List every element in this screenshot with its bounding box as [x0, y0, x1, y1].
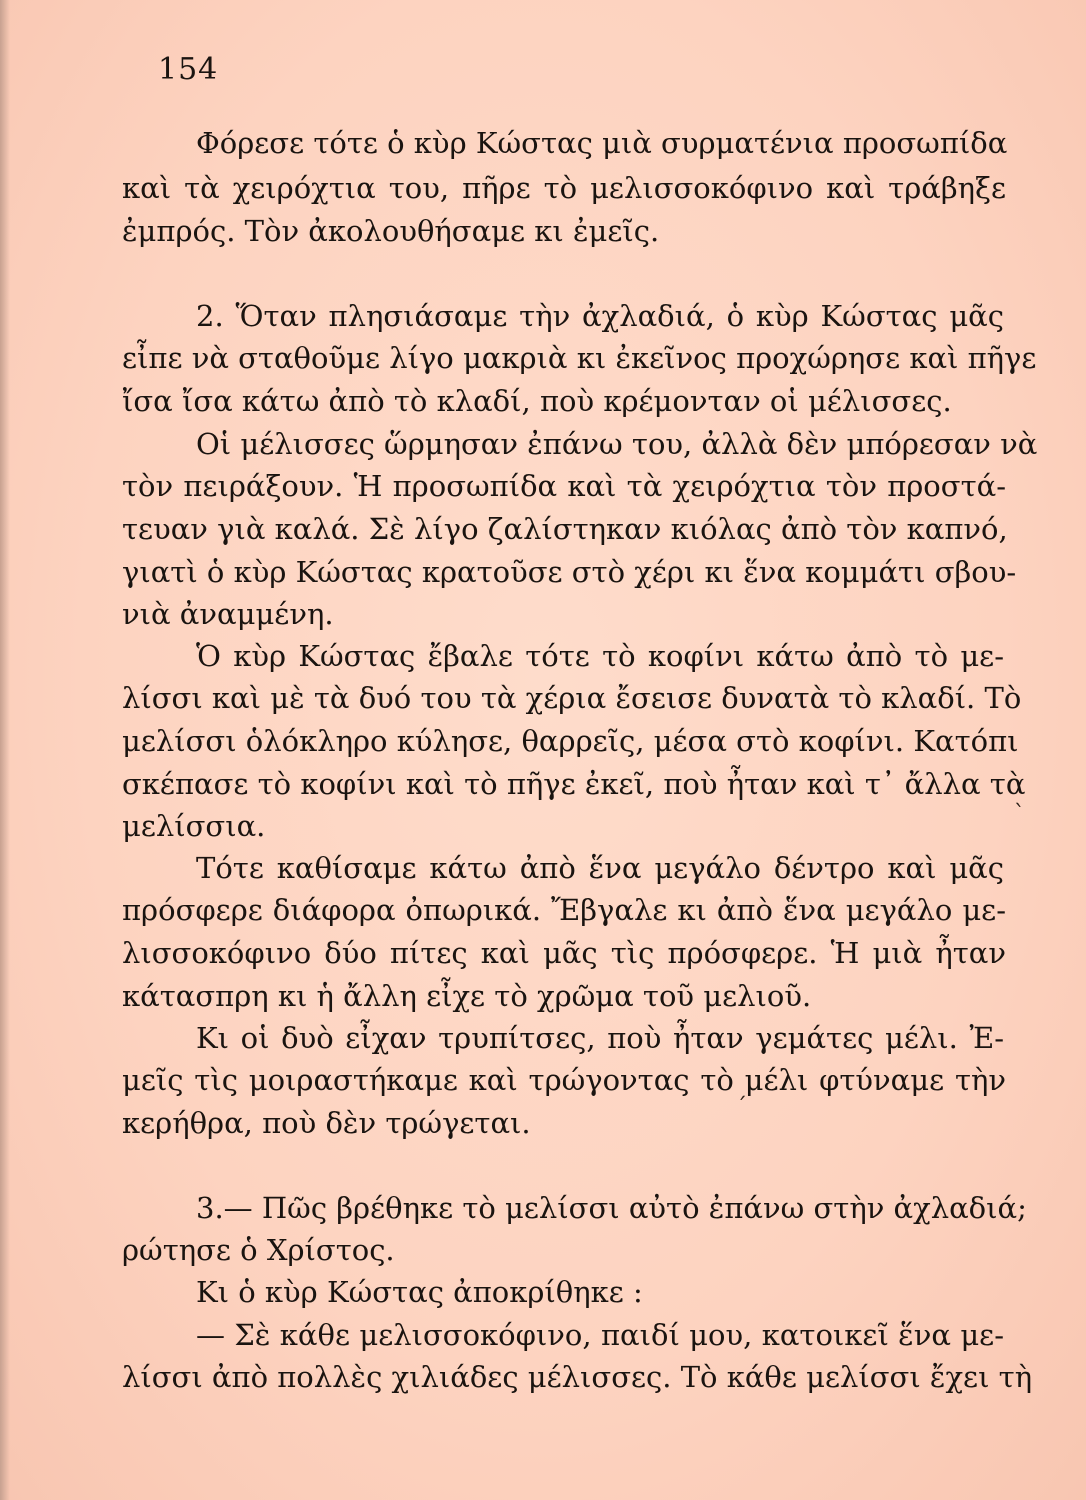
- text-line-17: Τότε καθίσαμε κάτω ἀπὸ ἕνα μεγάλο δέντρο καὶ μᾶς: [196, 851, 1004, 885]
- text-line-2: καὶ τὰ χειρόχτια του, πῆρε τὸ μελισσοκόφινο καὶ τράβηξε: [122, 171, 1006, 205]
- text-line-5: εἶπε νὰ σταθοῦμε λίγο μακριὰ κι ἐκεῖνος προχώρησε καὶ πῆγε: [122, 341, 1037, 375]
- text-line-10: γιατὶ ὁ κὺρ Κώστας κρατοῦσε στὸ χέρι κι ἕνα κομμάτι σβου-: [122, 555, 1017, 589]
- stray-print-mark: ˋ: [1014, 802, 1025, 827]
- text-line-14: μελίσσι ὁλόκληρο κύλησε, θαρρεῖς, μέσα στὸ κοφίνι. Κατόπι: [122, 724, 1019, 758]
- text-line-4: 2. Ὅταν πλησιάσαμε τὴν ἀχλαδιά, ὁ κὺρ Κώστας μᾶς: [196, 299, 1004, 333]
- text-line-25: ρώτησε ὁ Χρίστος.: [122, 1233, 395, 1267]
- text-line-15: σκέπασε τὸ κοφίνι καὶ τὸ πῆγε ἐκεῖ, ποὺ ἦταν καὶ τ᾿ ἄλλα τὰ: [122, 767, 1026, 801]
- text-line-9: τευαν γιὰ καλά. Σὲ λίγο ζαλίστηκαν κιόλας ἀπὸ τὸν καπνό,: [122, 512, 1008, 546]
- page-number: 154: [158, 52, 219, 87]
- text-line-28: λίσσι ἀπὸ πολλὲς χιλιάδες μέλισσες. Τὸ κάθε μελίσσι ἔχει τὴ: [122, 1360, 1033, 1394]
- text-line-12: Ὁ κὺρ Κώστας ἔβαλε τότε τὸ κοφίνι κάτω ἀπὸ τὸ με-: [196, 639, 1004, 673]
- text-line-24: 3.— Πῶς βρέθηκε τὸ μελίσσι αὐτὸ ἐπάνω στὴν ἀχλαδιά;: [196, 1191, 1027, 1225]
- text-line-16: μελίσσια.: [122, 809, 266, 843]
- text-line-26: Κι ὁ κὺρ Κώστας ἀποκρίθηκε :: [196, 1275, 643, 1309]
- text-line-3: ἐμπρός. Τὸν ἀκολουθήσαμε κι ἐμεῖς.: [122, 214, 660, 248]
- page-edge-shadow: [0, 0, 10, 1500]
- text-line-27: — Σὲ κάθε μελισσοκόφινο, παιδί μου, κατοικεῖ ἕνα με-: [196, 1318, 1004, 1352]
- text-line-21: Κι οἱ δυὸ εἶχαν τρυπίτσες, ποὺ ἦταν γεμάτες μέλι. Ἐ-: [196, 1021, 1004, 1055]
- text-line-18: πρόσφερε διάφορα ὀπωρικά. Ἔβγαλε κι ἀπὸ ἕνα μεγάλο με-: [122, 893, 1006, 927]
- text-line-22: μεῖς τὶς μοιραστήκαμε καὶ τρώγοντας τὸ μέλι φτύναμε τὴν: [122, 1063, 1006, 1097]
- text-line-7: Οἱ μέλισσες ὥρμησαν ἐπάνω του, ἀλλὰ δὲν μπόρεσαν νὰ: [196, 427, 1038, 461]
- text-line-19: λισσοκόφινο δύο πίτες καὶ μᾶς τὶς πρόσφερε. Ἡ μιὰ ἦταν: [122, 936, 1006, 970]
- stray-print-mark: ˊ: [736, 1095, 747, 1120]
- text-line-8: τὸν πειράξουν. Ἡ προσωπίδα καὶ τὰ χειρόχτια τὸν προστά-: [122, 469, 1006, 503]
- text-line-20: κάτασπρη κι ἡ ἄλλη εἶχε τὸ χρῶμα τοῦ μελιοῦ.: [122, 979, 812, 1013]
- text-line-23: κερήθρα, ποὺ δὲν τρώγεται.: [122, 1106, 531, 1140]
- text-line-11: νιὰ ἀναμμένη.: [122, 597, 334, 631]
- text-line-1: Φόρεσε τότε ὁ κὺρ Κώστας μιὰ συρματένια προσωπίδα: [196, 126, 1008, 160]
- text-line-6: ἴσα ἴσα κάτω ἀπὸ τὸ κλαδί, ποὺ κρέμονταν οἱ μέλισσες.: [122, 384, 952, 418]
- text-line-13: λίσσι καὶ μὲ τὰ δυό του τὰ χέρια ἔσεισε δυνατὰ τὸ κλαδί. Τὸ: [122, 681, 1022, 715]
